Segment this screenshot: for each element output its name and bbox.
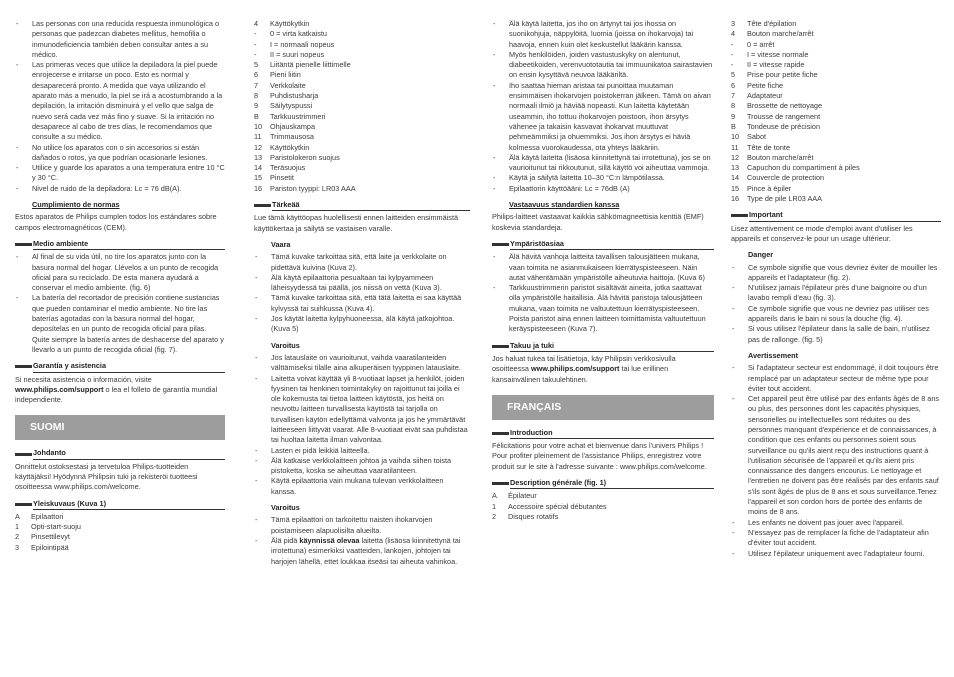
list-item xyxy=(254,143,470,153)
list-item-number: 11 xyxy=(254,132,262,142)
section-heading-important: Important xyxy=(731,210,941,221)
list-item-text: Trimmausosa xyxy=(270,132,314,142)
heading-bar xyxy=(731,214,748,217)
list-item: - Si l'adaptateur secteur est endommagé, il doit toujours être remplacé par un adaptateur secteur de même type pour éviter tout accident. xyxy=(731,363,941,394)
heading-bar xyxy=(492,482,509,485)
list-item: 2 Pinsettilevyt xyxy=(15,532,70,542)
list-item-number: 15 xyxy=(254,173,263,183)
list-item: - Nivel de ruido de la depiladora: Lc = 76 dB(A). xyxy=(15,184,225,194)
list-item xyxy=(254,184,470,194)
list-item xyxy=(731,122,941,132)
paragraph: Si necesita asistencia o información, visite www.philips.com/support o lea el folleto de garantía mundial independiente. xyxy=(15,374,218,405)
list-item-number: 10 xyxy=(731,132,740,142)
heading-bar xyxy=(492,345,509,348)
list-item-text: 0 = arrêt xyxy=(747,39,775,49)
list-item-number: - xyxy=(254,29,257,39)
numbered-list xyxy=(254,19,470,194)
list-item-number: 8 xyxy=(731,101,736,111)
list-item-number: - xyxy=(254,39,257,49)
list-item-text: Tête d'épilation xyxy=(747,19,797,28)
list-item-text: Tête de tonte xyxy=(747,142,791,152)
section-heading-ymparisto: Ympäristöasiaa xyxy=(492,239,714,250)
list-item: - Iho saattaa hieman aristaa tai punoittaa muutaman ensimmäisen ihokarvojen poistokerran jälkeen. Tämä on aivan normaali ilmiö ja häviää nopeasti. Kun laitetta käytetään useammin, iho tottuu ihokarvojen poistoon, ihon ärsytys vähenee ja takaisin kasvavat ihokarvat muuttuvat pehmeämmiksi ja ohuemmiksi. Jos ihon ärsytys ei häviä kolmessa vuorokaudessa, ota yhteys lääkäriin. xyxy=(492,81,714,153)
language-banner-suomi: SUOMI xyxy=(15,415,225,440)
list-item-number: 9 xyxy=(254,101,259,111)
list-item-number: 12 xyxy=(254,142,263,152)
list-item-text: Adaptateur xyxy=(747,91,783,101)
heading-bar xyxy=(492,243,509,246)
list-item-number: 15 xyxy=(731,183,740,193)
list-item: - Al final de su vida útil, no tire los aparatos junto con la basura normal del hogar. Llévelos a un punto de recogida oficial para su reciclado. De esta manera ayudará a conservar el medio ambiente. (fig. 6) xyxy=(15,252,225,293)
list-item-text: I = vitesse normale xyxy=(747,49,809,59)
section-heading-medio: Medio ambiente xyxy=(15,239,225,250)
list-item xyxy=(254,112,470,122)
list-item xyxy=(254,153,470,163)
list-item-text: Petite fiche xyxy=(747,80,784,90)
bullet-list xyxy=(254,515,470,566)
list-item xyxy=(731,40,941,50)
bullet-list xyxy=(731,363,941,559)
list-item xyxy=(254,122,470,132)
list-item-text: Paristolokeron suojus xyxy=(270,152,340,162)
list-item: - Älä katkaise verkkolaitteen johtoa ja vaihda siihen toista pistoketta, koska se aiheuttaa vaaratilanteen. xyxy=(254,456,470,477)
list-item xyxy=(254,19,470,29)
paragraph: Estos aparatos de Philips cumplen todos los estándares sobre campos electromagnéticos (CEM). xyxy=(15,212,217,232)
list-item: - Tämä kuvake tarkoittaa sitä, että laite ja verkkolaite on pidettävä kuivina (Kuva 2). xyxy=(254,252,470,273)
subheading-varoitus: Varoitus xyxy=(271,340,300,350)
heading-bar xyxy=(15,503,32,506)
paragraph: Lue tämä käyttöopas huolellisesti ennen laitteiden ensimmäistä käyttökertaa ja säilytä se vastaisen varalle. xyxy=(254,213,459,233)
list-item: - Tarkkuustrimmerin paristot sisältävät aineita, jotka saattavat olla ympäristölle haitallisia. Älä hävitä paristoja talousjätteen mukana, vaan toimita ne valtuutettuun kierrätyspisteeseen. Poista paristot aina ennen laitteen toimittamista valtuutettuun keräyspisteeseen (Kuva 7). xyxy=(492,283,714,334)
list-item: - Älä käytä epilaattoria pesualtaan tai kylpyammeen läheisyydessä tai päällä, jos niissä on vettä (Kuva 3). xyxy=(254,273,470,294)
list-item-text: Couvercle de protection xyxy=(747,173,825,183)
list-item xyxy=(254,173,470,183)
list-item xyxy=(731,91,941,101)
list-item-text: Säilytyspussi xyxy=(270,101,313,111)
section-heading-garantia: Garantía y asistencia xyxy=(15,361,225,372)
list-item-number: B xyxy=(254,111,259,121)
list-item: - No utilice los aparatos con o sin accesorios si están dañados o rotos, ya que podrían ocasionarle lesiones. xyxy=(15,143,225,164)
list-item: 1 Accessoire spécial débutantes xyxy=(492,501,607,511)
list-item: - Les enfants ne doivent pas jouer avec l'appareil. xyxy=(731,518,941,528)
subheading-cumplimiento: Cumplimiento de normas xyxy=(32,200,120,210)
column-4 xyxy=(731,19,941,559)
list-item-text: Tarkkuustrimmeri xyxy=(270,111,326,121)
list-item xyxy=(731,173,941,183)
list-item-text: Verkkolaite xyxy=(270,80,306,90)
paragraph: Jos haluat tukea tai lisätietoja, käy Philipsin verkkosivulla osoitteessa www.philips.com/support tai lue erillinen kansainvälinen takuulehtinen. xyxy=(492,353,676,384)
list-item: 3 Epilointipää xyxy=(15,542,69,552)
numbered-list xyxy=(492,491,714,522)
paragraph: Onnittelut ostoksestasi ja tervetuloa Philips-tuotteiden käyttäjäksi! Hyödynnä Philipsin tuki ja rekisteröi tuotteesi osoitteessa www.philips.com/welcome. xyxy=(15,461,198,492)
list-item-text: Prise pour petite fiche xyxy=(747,70,818,80)
list-item-text: Sabot xyxy=(747,132,767,142)
subheading-varoitus-2: Varoitus xyxy=(271,503,300,513)
language-banner-francais: FRANÇAIS xyxy=(492,395,714,420)
list-item: - Ce symbole signifie que vous devriez éviter de mouiller les appareils et l'adaptateur (fig. 2). xyxy=(731,263,941,284)
subheading-vaara: Vaara xyxy=(271,239,291,249)
list-item xyxy=(731,60,941,70)
list-item xyxy=(731,19,941,29)
list-item: - Las primeras veces que utilice la depiladora la piel puede enrojecerse e irritarse un poco. Esto es normal y desaparecerá pronto. A medida que vaya utilizando el aparato más a menudo, la piel se irá a acostumbrando a la depilación, la irritación disminuirá y el vello que salga de nuevo será cada vez más fino y suave. Si la irritación no desaparece al cabo de tres días, le recomendamos que consulte a su médico. xyxy=(15,60,225,142)
list-item-text: Liitäntä pienelle liittimelle xyxy=(270,60,351,70)
list-item: - Utilice y guarde los aparatos a una temperatura entre 10 °C y 30 °C. xyxy=(15,163,225,184)
list-item-number: 3 xyxy=(731,19,736,28)
list-item xyxy=(254,91,470,101)
list-item: - Käytä epilaattoria vain mukana tulevan verkkolaitteen kanssa. xyxy=(254,476,470,497)
bullet-list xyxy=(731,263,941,345)
paragraph: Lisez attentivement ce mode d'emploi avant d'utiliser les appareils et conservez-le pour un usage ultérieur. xyxy=(731,223,913,243)
list-item-number: 8 xyxy=(254,91,259,101)
list-item-number: 9 xyxy=(731,111,736,121)
list-item xyxy=(254,81,470,91)
list-item: - Älä hävitä vanhoja laitteita tavallisen talousjätteen mukana, vaan toimita ne asianmukaiseen kierrätyspisteeseen. Näin autat vähentämään ympäristölle aiheutuvia haittoja. (Kuva 6) xyxy=(492,252,714,283)
list-item: - N'essayez pas de remplacer la fiche de l'adaptateur afin d'éviter tout accident. xyxy=(731,528,941,549)
list-item-number: 4 xyxy=(254,19,259,28)
numbered-list xyxy=(731,19,941,204)
section-heading-johdanto: Johdanto xyxy=(15,448,225,459)
list-item: - Si vous utilisez l'épilateur dans la salle de bain, n'utilisez pas de rallonge. (fig. 5) xyxy=(731,324,941,345)
list-item-number: 6 xyxy=(254,70,259,80)
list-item xyxy=(731,29,941,39)
list-item-number: 13 xyxy=(731,163,740,173)
list-item-text: II = suuri nopeus xyxy=(270,49,325,59)
list-item-number: 12 xyxy=(731,152,740,162)
list-item-text: Tondeuse de précision xyxy=(747,121,821,131)
section-heading-introduction: Introduction xyxy=(492,428,714,439)
list-item-text: Capuchon du compartiment à piles xyxy=(747,163,860,173)
list-item: 1 Opti-start-suoju xyxy=(15,522,81,532)
list-item: - Utilisez l'épilateur uniquement avec l'adaptateur fourni. xyxy=(731,549,941,559)
list-item xyxy=(731,50,941,60)
list-item-number: 16 xyxy=(254,183,263,193)
list-item xyxy=(254,29,470,39)
list-item-number: 10 xyxy=(254,121,263,131)
list-item-text: Ohjauskampa xyxy=(270,121,316,131)
list-item: - Tämä kuvake tarkoittaa sitä, että tätä laitetta ei saa käyttää kylvyssä tai suihkussa (Kuva 4). xyxy=(254,293,470,314)
list-item: - Älä käytä laitetta (lisäosa kiinnitettynä tai irrotettuna), jos se on vaurioitunut tai rikkoutunut, sillä käyttö voi aiheuttaa vammoja. xyxy=(492,153,714,174)
list-item xyxy=(731,70,941,80)
heading-bar xyxy=(254,204,271,207)
list-item-text: Pince à épiler xyxy=(747,183,792,193)
list-item xyxy=(731,101,941,111)
list-item-number: 14 xyxy=(254,163,263,173)
list-item: A Épilateur xyxy=(492,491,537,501)
list-item-text: Käyttökytkin xyxy=(270,19,310,28)
list-item xyxy=(731,153,941,163)
list-item xyxy=(254,50,470,60)
list-item xyxy=(254,163,470,173)
list-item-text: Trousse de rangement xyxy=(747,111,821,121)
list-item: - Älä pidä käynnissä olevaa laitetta (lisäosa kiinnitettynä tai irrotettuna) esimerkiksi vaatteiden, lankojen, johtojen tai harjojen lähellä, ettet loukkaa itseäsi tai aiheuta vahinkoa. xyxy=(254,536,470,567)
list-item-text: Puhdistusharja xyxy=(270,91,319,101)
list-item: - Älä käytä laitetta, jos iho on ärtynyt tai jos ihossa on suonikohjuja, näppylöitä, luomia (joissa on ihokarvoja) tai haavoja, ennen kuin olet keskustellut lääkärin kanssa. xyxy=(492,19,714,50)
list-item-number: - xyxy=(254,49,257,59)
list-item xyxy=(254,101,470,111)
bullet-list xyxy=(15,252,225,355)
support-link[interactable]: www.philips.com/support xyxy=(15,384,104,394)
list-item-number: 7 xyxy=(731,91,736,101)
list-item: - Cet appareil peut être utilisé par des enfants âgés de 8 ans ou plus, des personnes dont les capacités physiques, sensorielles ou intellectuelles sont réduites ou des personnes manquant d'expérience et de connaissances, à condition que ces enfants ou personnes soient sous surveillance ou qu'ils aient reçu des instructions quant à l'utilisation sécurisée de l'appareil et qu'ils aient pris connaissance des dangers encourus. Le nettoyage et l'entretien ne doivent pas être réalisés par des enfants sauf s'ils sont âgés de plus de 8 ans et sous surveillance.Tenez l'appareil et son cordon hors de portée des enfants de moins de 8 ans. xyxy=(731,394,941,518)
list-item xyxy=(731,184,941,194)
list-item: - Laitetta voivat käyttää yli 8-vuotiaat lapset ja henkilöt, joiden fyysinen tai henkinen toimintakyky on rajoittunut tai joilla ei ole kokemusta tai tietoa laitteen käytöstä, jos heitä on neuvottu laitteen turvallisesta käytöstä tai tarjolla on turvallisen käytön edellyttämä valvonta ja jos he ymmärtävät laitteeseen liittyvät vaarat. Alle 8-vuotiaat eivät saa puhdistaa tai huoltaa laitetta ilman valvontaa. xyxy=(254,374,470,446)
list-item-text: Käyttökytkin xyxy=(270,142,310,152)
section-heading-description: Description générale (fig. 1) xyxy=(492,478,714,489)
list-item xyxy=(731,132,941,142)
heading-bar xyxy=(15,453,32,456)
list-item xyxy=(254,60,470,70)
list-item-text: Teräsuojus xyxy=(270,163,306,173)
list-item-number: - xyxy=(731,60,734,70)
list-item: - Ce symbole signifie que vous ne devriez pas utiliser ces appareils dans le bain ni sous la douche (fig. 4). xyxy=(731,304,941,325)
list-item xyxy=(731,81,941,91)
section-heading-tarkeaa: Tärkeää xyxy=(254,200,470,211)
list-item-number: 6 xyxy=(731,80,736,90)
list-item-number: 13 xyxy=(254,152,263,162)
list-item-text: Pariston tyyppi: LR03 AAA xyxy=(270,183,356,193)
list-item: - N'utilisez jamais l'épilateur près d'une baignoire ou d'un lavabo rempli d'eau (fig. 3). xyxy=(731,283,941,304)
bullet-list xyxy=(492,19,714,194)
support-link[interactable]: www.philips.com/support xyxy=(530,364,620,374)
section-heading-yleiskuvaus: Yleiskuvaus (Kuva 1) xyxy=(15,499,225,510)
list-item-text: 0 = virta katkaistu xyxy=(270,29,327,39)
list-item-text: Bouton marche/arrêt xyxy=(747,152,814,162)
list-item-number: 16 xyxy=(731,194,740,204)
heading-bar xyxy=(492,432,509,435)
list-item-number: - xyxy=(731,49,734,59)
list-item xyxy=(731,194,941,204)
list-item-number: 4 xyxy=(731,29,736,39)
list-item xyxy=(254,40,470,50)
bullet-list xyxy=(254,353,470,497)
list-item xyxy=(731,163,941,173)
list-item xyxy=(731,143,941,153)
subheading-avertissement: Avertissement xyxy=(748,350,799,360)
list-item xyxy=(254,70,470,80)
list-item-number: - xyxy=(731,39,734,49)
list-item: - Lasten ei pidä leikkiä laitteella. xyxy=(254,446,470,456)
heading-bar xyxy=(15,243,32,246)
list-item-number: 7 xyxy=(254,80,259,90)
list-item: - Las personas con una reducida respuesta inmunológica o personas que padezcan diabetes mellitus, hemofilia o inmunodeficiencia también deben consultar antes a su médico. xyxy=(15,19,225,60)
list-item-text: Bouton marche/arrêt xyxy=(747,29,814,39)
subheading-vastaavuus: Vastaavuus standardien kanssa xyxy=(509,200,620,210)
list-item-number: 11 xyxy=(731,142,739,152)
list-item: - Epilaattorin käyttöääni: Lc = 76dB (A) xyxy=(492,184,714,194)
list-item-text: Type de pile LR03 AAA xyxy=(747,194,823,204)
list-item xyxy=(731,112,941,122)
list-item-number: 5 xyxy=(254,60,259,70)
list-item-text: I = normaali nopeus xyxy=(270,39,335,49)
list-item-text: Brossette de nettoyage xyxy=(747,101,823,111)
heading-bar xyxy=(15,365,32,368)
list-item: - Käytä ja säilytä laitetta 10–30 °C:n lämpötilassa. xyxy=(492,173,714,183)
column-2 xyxy=(254,19,470,567)
list-item: 2 Disques rotatifs xyxy=(492,511,559,521)
subheading-danger: Danger xyxy=(748,250,774,260)
list-item: - La batería del recortador de precisión contiene sustancias que pueden contaminar el medio ambiente. No tire las baterías agotadas con la basura normal del hogar, deposítelas en un punto de recogida oficial para pilas. Quite siempre la batería antes de deshacerse del aparato y llevarlo a un punto de recogida oficial (fig. 7). xyxy=(15,293,225,355)
paragraph: Philips-laitteet vastaavat kaikkia sähkömagneettisia kenttiä (EMF) koskevia standardeja. xyxy=(492,212,704,232)
list-item xyxy=(254,132,470,142)
paragraph: Félicitations pour votre achat et bienvenue dans l'univers Philips ! Pour profiter pleinement de l'assistance Philips, enregistrez votre produit sur le site à l'adresse suivante : www.philips.com/welcome. xyxy=(492,441,707,471)
list-item: - Myös henkilöiden, joiden vastustuskyky on alentunut, diabeetikoiden, verenvuototautia tai immuunikatoa sairastavien on ensin kysyttävä neuvoa lääkäriltä. xyxy=(492,50,714,81)
list-item-number: 5 xyxy=(731,70,736,80)
list-item-number: 14 xyxy=(731,173,740,183)
list-item: - Tämä epilaattori on tarkoitettu naisten ihokarvojen poistamiseen alapuolisilta alueilta. xyxy=(254,515,470,536)
list-item: A Epilaattori xyxy=(15,511,64,521)
list-item-text: II = vitesse rapide xyxy=(747,60,805,70)
section-heading-takuu: Takuu ja tuki xyxy=(492,341,714,352)
bullet-list xyxy=(15,19,225,194)
list-item-text: Pinsetit xyxy=(270,173,294,183)
list-item: - Jos latauslaite on vaurioitunut, vaihda vaaratilanteiden välttämiseksi tilalle aina alkuperäisen tyyppinen latauslaite. xyxy=(254,353,470,374)
column-3 xyxy=(492,19,714,522)
list-item-number: B xyxy=(731,121,736,131)
bullet-list xyxy=(492,252,714,334)
numbered-list xyxy=(15,512,225,553)
list-item-text: Pieni liitin xyxy=(270,70,301,80)
list-item: - Jos käytät laitetta kylpyhuoneessa, älä käytä jatkojohtoa. (Kuva 5) xyxy=(254,314,470,335)
column-1 xyxy=(15,19,225,553)
bullet-list xyxy=(254,252,470,334)
